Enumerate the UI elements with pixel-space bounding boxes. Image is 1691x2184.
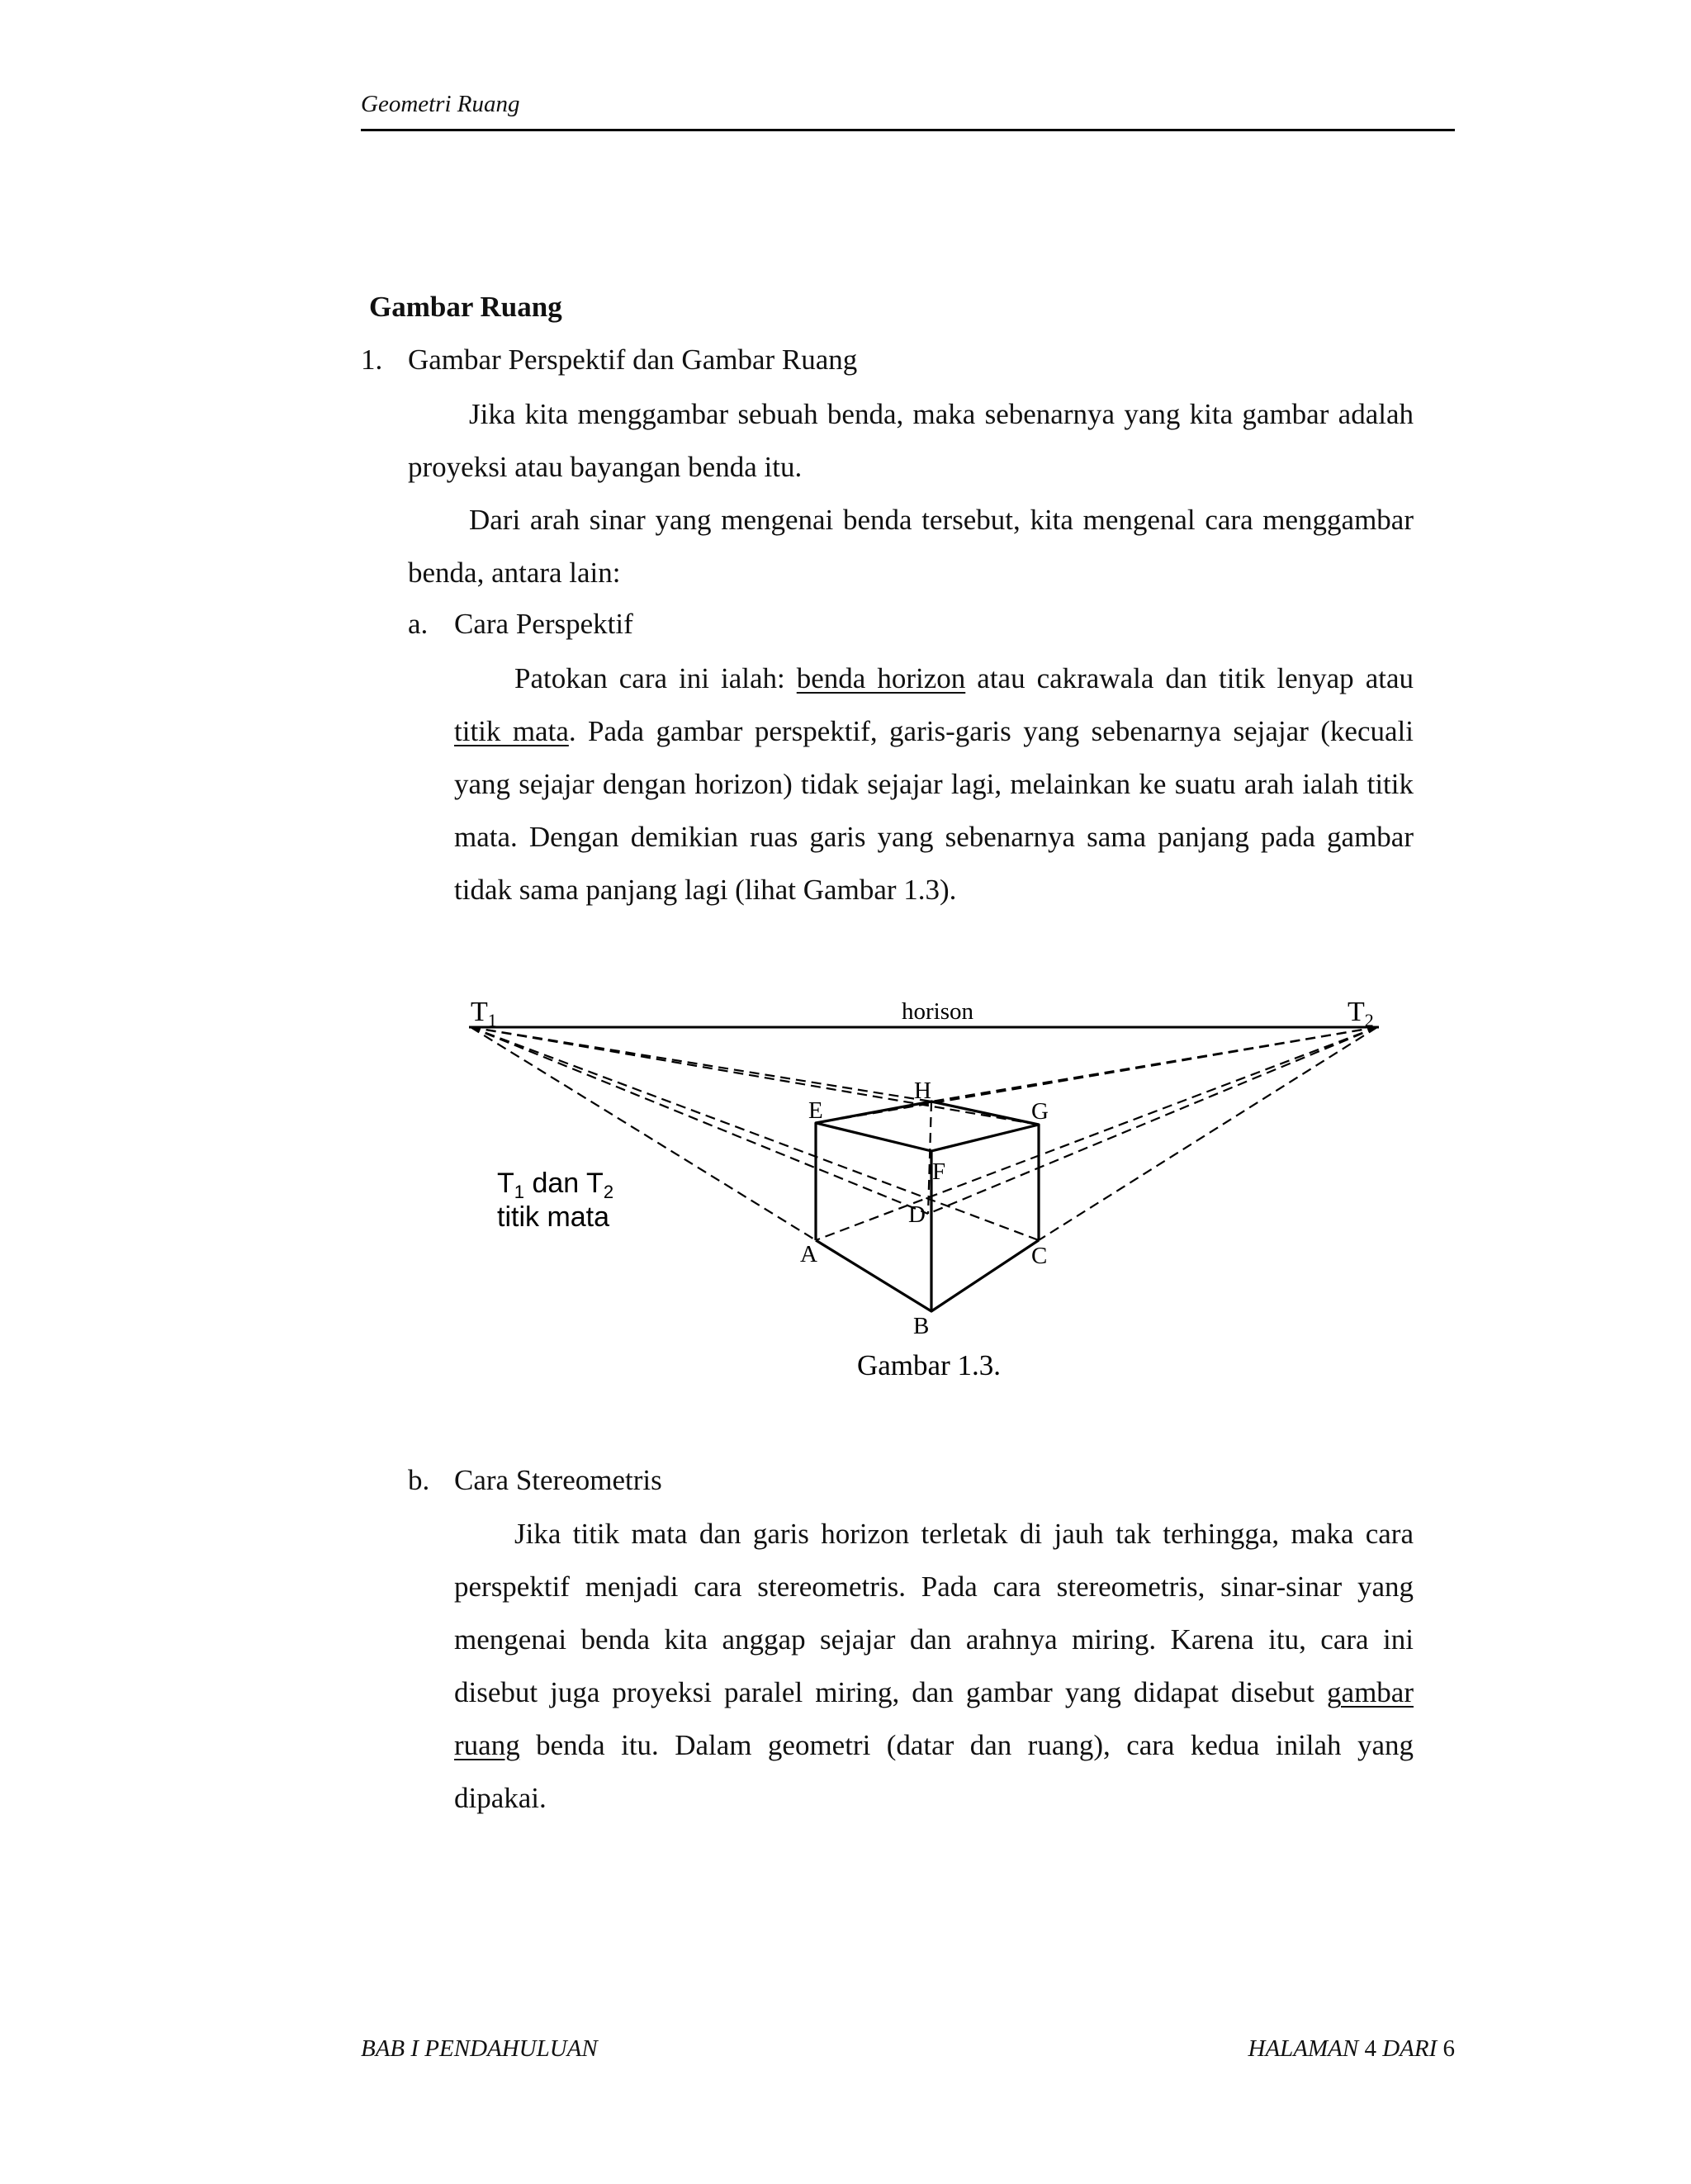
vertex-label-e: E [808, 1097, 823, 1124]
header-title: Geometri Ruang [361, 91, 520, 117]
vertex-label-g: G [1031, 1098, 1049, 1125]
subsection-a-letter: a. [408, 608, 429, 640]
term-gambar-ruang: gambar ruang [454, 1676, 1414, 1761]
sight-line-t2-a [816, 1027, 1377, 1240]
subsection-b-letter: b. [408, 1464, 430, 1496]
figure-caption: Gambar 1.3. [857, 1349, 1001, 1381]
note-titik-mata: titik mata [497, 1201, 610, 1233]
footer-page-number [1248, 2035, 1456, 2063]
paragraph-2: Dari arah sinar yang mengenai benda tersebut, kita mengenal cara menggambar benda, antara lain: [408, 504, 1414, 589]
subsection-a-label: Cara Perspektif [454, 608, 633, 640]
footer-dari: DARI [1382, 2035, 1438, 2062]
perspektif-text-3: . Pada gambar perspektif, garis-garis yang sebenarnya sejajar (kecuali yang sejajar dengan horizon) tidak sejajar lagi, melainkan ke suatu arah ialah titik mata. Dengan demikian ruas garis yang sebenarnya sama panjang pada gambar tidak sama panjang lagi (lihat Gambar 1.3). [454, 715, 1414, 906]
footer-total-pages: 6 [1437, 2035, 1455, 2062]
term-benda-horizon: benda horizon [796, 662, 966, 694]
vertex-label-h: H [914, 1078, 931, 1104]
sight-line-t2-c [1039, 1027, 1377, 1240]
paragraph-1: Jika kita menggambar sebuah benda, maka sebenarnya yang kita gambar adalah proyeksi atau bayangan benda itu. [408, 398, 1414, 483]
vertex-label-b: B [913, 1313, 930, 1339]
label-horizon: horison [902, 998, 973, 1025]
footer-halaman: HALAMAN [1248, 2035, 1359, 2062]
label-t2: $T_2$ [1348, 997, 1374, 1030]
item-1-number: 1. [361, 343, 383, 376]
footer-current-page: 4 [1358, 2035, 1383, 2062]
top-face-efgh [816, 1101, 1039, 1151]
edge-a-b-c [816, 1240, 1039, 1311]
vertex-label-c: C [1031, 1243, 1048, 1269]
vertex-label-d: D [908, 1201, 926, 1228]
label-t1: $T_1$ [471, 997, 497, 1030]
prism-solid [816, 1101, 1039, 1311]
vertex-label-f: F [932, 1158, 946, 1185]
section-heading: Gambar Ruang [369, 291, 562, 323]
sight-line-t1-g [471, 1027, 1039, 1125]
perspektif-text-2: atau cakrawala dan titik lenyap atau [965, 662, 1414, 694]
paragraph-stereometris [454, 1508, 1414, 1825]
vertex-label-a: A [800, 1241, 817, 1267]
note-t1-dan-t2: $T_1$ dan $T_2$ [497, 1168, 614, 1202]
perspektif-text-1: Patokan cara ini ialah: [514, 662, 797, 694]
subsection-b-label: Cara Stereometris [454, 1464, 662, 1496]
stereometris-text-1: Jika titik mata dan garis horizon terletak di jauh tak terhingga, maka cara perspektif menjadi cara stereometris. Pada cara stereometris, sinar-sinar yang mengenai benda kita anggap sejajar dan arahnya miring. Karena itu, cara ini disebut juga proyeksi paralel miring, dan gambar yang didapat disebut [454, 1518, 1414, 1708]
subsection-b-title [408, 1464, 662, 1497]
figure-labels [471, 997, 1374, 1381]
item-1-label: Gambar Perspektif dan Gambar Ruang [408, 343, 858, 376]
sight-line-t2-d [928, 1027, 1377, 1214]
footer-chapter: BAB I PENDAHULUAN [361, 2035, 598, 2062]
stereometris-text-2: benda itu. Dalam geometri (datar dan ruang), cara kedua inilah yang dipakai. [454, 1729, 1414, 1814]
term-titik-mata: titik mata [454, 715, 569, 747]
